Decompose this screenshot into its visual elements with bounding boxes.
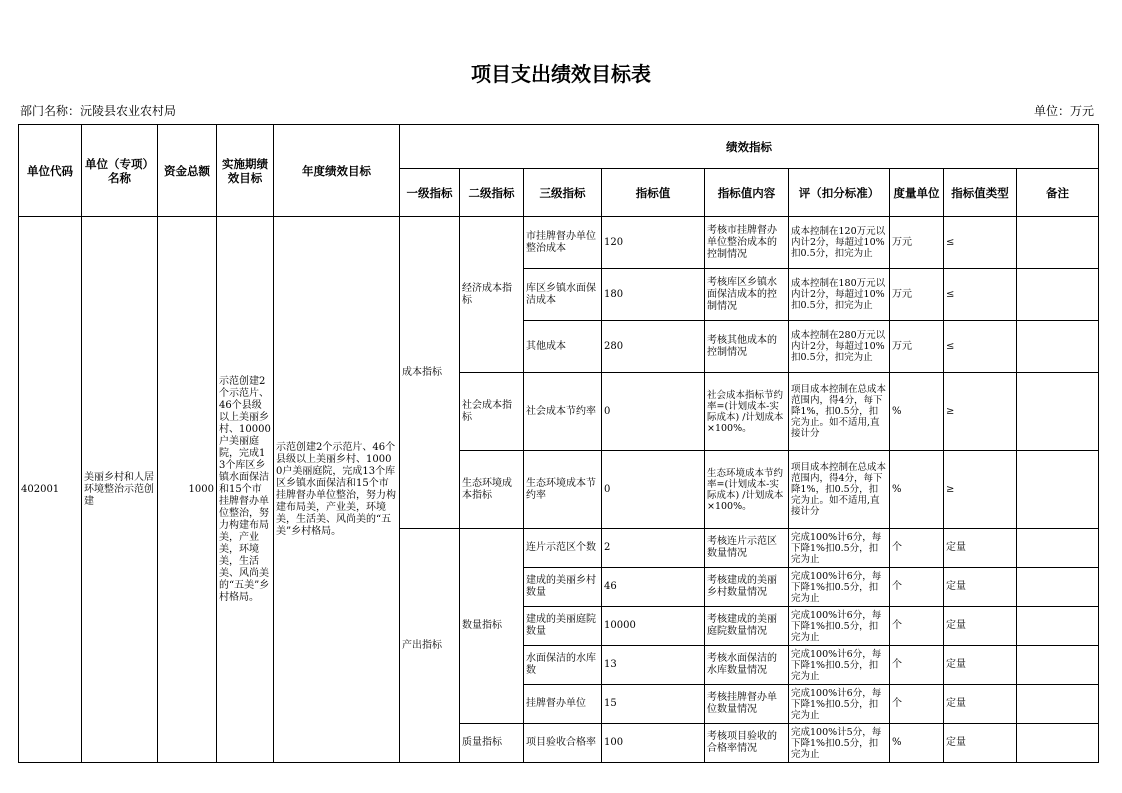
row-measure: 万元 xyxy=(890,321,944,373)
page-title: 项目支出绩效目标表 xyxy=(471,62,651,86)
row-measure: % xyxy=(890,373,944,451)
group-quantity: 数量指标 xyxy=(460,529,524,724)
header-total: 资金总额 xyxy=(158,125,217,217)
header-period-goal: 实施期绩效目标 xyxy=(217,125,274,217)
row-remark xyxy=(1017,607,1099,646)
row-score: 完成100%计6分，每下降1%扣0.5分，扣完为止 xyxy=(789,685,890,724)
row-content: 考核建成的美丽乡村数量情况 xyxy=(705,568,789,607)
row-level3: 建成的美丽乡村数量 xyxy=(524,568,602,607)
row-score: 项目成本控制在总成本范围内，得4分，每下降1%，扣0.5分，扣完为止。如不适用,直接计分 xyxy=(789,451,890,529)
row-remark xyxy=(1017,568,1099,607)
row-score: 完成100%计5分，每下降1%扣0.5分，扣完为止 xyxy=(789,724,890,763)
performance-table xyxy=(18,124,1099,763)
header-remark: 备注 xyxy=(1017,169,1099,217)
header-value: 指标值 xyxy=(602,169,705,217)
row-remark xyxy=(1017,321,1099,373)
header-level2: 二级指标 xyxy=(460,169,524,217)
row-measure: % xyxy=(890,724,944,763)
row-type: ≥ xyxy=(944,451,1017,529)
header-level3: 三级指标 xyxy=(524,169,602,217)
project-name: 美丽乡村和人居环境整治示范创建 xyxy=(82,217,158,763)
row-remark xyxy=(1017,217,1099,269)
row-level3: 市挂牌督办单位整治成本 xyxy=(524,217,602,269)
row-score: 完成100%计6分，每下降1%扣0.5分，扣完为止 xyxy=(789,568,890,607)
row-value: 15 xyxy=(602,685,705,724)
row-remark xyxy=(1017,685,1099,724)
row-score: 成本控制在280万元以内计2分，每超过10%扣0.5分，扣完为止 xyxy=(789,321,890,373)
row-type: 定量 xyxy=(944,724,1017,763)
row-content: 考核项目验收的合格率情况 xyxy=(705,724,789,763)
row-type: 定量 xyxy=(944,646,1017,685)
row-score: 完成100%计6分，每下降1%扣0.5分，扣完为止 xyxy=(789,529,890,568)
row-level3: 建成的美丽庭院数量 xyxy=(524,607,602,646)
header-code: 单位代码 xyxy=(19,125,82,217)
row-value: 10000 xyxy=(602,607,705,646)
row-content: 考核库区乡镇水面保洁成本的控制情况 xyxy=(705,269,789,321)
row-content: 考核其他成本的控制情况 xyxy=(705,321,789,373)
unit-label: 单位：万元 xyxy=(1033,104,1094,118)
row-level3: 其他成本 xyxy=(524,321,602,373)
row-content: 考核建成的美丽庭院数量情况 xyxy=(705,607,789,646)
row-value: 13 xyxy=(602,646,705,685)
row-content: 考核连片示范区数量情况 xyxy=(705,529,789,568)
row-type: ≥ xyxy=(944,373,1017,451)
row-level3: 连片示范区个数 xyxy=(524,529,602,568)
project-total: 1000 xyxy=(158,217,217,763)
row-score: 项目成本控制在总成本范围内，得4分，每下降1%，扣0.5分，扣完为止。如不适用,直接计分 xyxy=(789,373,890,451)
header-name: 单位（专项）名称 xyxy=(82,125,158,217)
group-quality: 质量指标 xyxy=(460,724,524,763)
row-measure: % xyxy=(890,451,944,529)
group-social: 社会成本指标 xyxy=(460,373,524,451)
project-period-goal: 示范创建2个示范片、46个县级以上美丽乡村、10000户美丽庭院，完成13个库区乡镇水面保洁和15个市挂牌督办单位整治，努力构建布局美，产业美，环境美，生活美、风尚美的“五美”乡村格局。 xyxy=(217,217,274,763)
row-type: ≤ xyxy=(944,217,1017,269)
row-level3: 社会成本节约率 xyxy=(524,373,602,451)
row-measure: 万元 xyxy=(890,217,944,269)
row-score: 完成100%计6分，每下降1%扣0.5分，扣完为止 xyxy=(789,646,890,685)
row-measure: 个 xyxy=(890,607,944,646)
row-content: 社会成本指标节约率=(计划成本-实际成本) /计划成本×100%。 xyxy=(705,373,789,451)
row-value: 100 xyxy=(602,724,705,763)
row-type: 定量 xyxy=(944,529,1017,568)
group-cost: 成本指标 xyxy=(400,217,460,529)
row-remark xyxy=(1017,529,1099,568)
row-score: 成本控制在120万元以内计2分，每超过10%扣0.5分，扣完为止 xyxy=(789,217,890,269)
row-type: 定量 xyxy=(944,607,1017,646)
row-measure: 个 xyxy=(890,568,944,607)
row-value: 180 xyxy=(602,269,705,321)
header-measure: 度量单位 xyxy=(890,169,944,217)
row-remark xyxy=(1017,373,1099,451)
row-remark xyxy=(1017,269,1099,321)
row-score: 完成100%计6分，每下降1%扣0.5分，扣完为止 xyxy=(789,607,890,646)
row-score: 成本控制在180万元以内计2分，每超过10%扣0.5分，扣完为止 xyxy=(789,269,890,321)
row-remark xyxy=(1017,724,1099,763)
row-measure: 个 xyxy=(890,685,944,724)
header-content: 指标值内容 xyxy=(705,169,789,217)
row-level3: 生态环境成本节约率 xyxy=(524,451,602,529)
row-level3: 库区乡镇水面保洁成本 xyxy=(524,269,602,321)
row-level3: 水面保洁的水库数 xyxy=(524,646,602,685)
row-type: ≤ xyxy=(944,321,1017,373)
row-type: ≤ xyxy=(944,269,1017,321)
header-annual-goal: 年度绩效目标 xyxy=(274,125,400,217)
header-score: 评（扣分标准） xyxy=(789,169,890,217)
row-remark xyxy=(1017,646,1099,685)
row-remark xyxy=(1017,451,1099,529)
row-content: 考核水面保洁的水库数量情况 xyxy=(705,646,789,685)
group-output: 产出指标 xyxy=(400,529,460,763)
row-content: 考核市挂牌督办单位整治成本的控制情况 xyxy=(705,217,789,269)
row-value: 0 xyxy=(602,373,705,451)
row-type: 定量 xyxy=(944,685,1017,724)
header-level1: 一级指标 xyxy=(400,169,460,217)
group-economic: 经济成本指标 xyxy=(460,217,524,373)
row-value: 2 xyxy=(602,529,705,568)
row-type: 定量 xyxy=(944,568,1017,607)
project-annual-goal: 示范创建2个示范片、46个县级以上美丽乡村、10000户美丽庭院，完成13个库区乡镇水面保洁和15个市挂牌督办单位整治，努力构建布局美，产业美，环境美，生活美、风尚美的“五美”乡村格局。 xyxy=(274,217,400,763)
row-value: 0 xyxy=(602,451,705,529)
row-measure: 个 xyxy=(890,529,944,568)
row-level3: 挂牌督办单位 xyxy=(524,685,602,724)
row-content: 考核挂牌督办单位数量情况 xyxy=(705,685,789,724)
department-label: 部门名称：沅陵县农业农村局 xyxy=(20,104,177,118)
row-value: 46 xyxy=(602,568,705,607)
header-type: 指标值类型 xyxy=(944,169,1017,217)
row-value: 120 xyxy=(602,217,705,269)
row-content: 生态环境成本节约率=(计划成本-实际成本) /计划成本×100%。 xyxy=(705,451,789,529)
row-value: 280 xyxy=(602,321,705,373)
project-code: 402001 xyxy=(19,217,82,763)
group-eco: 生态环境成本指标 xyxy=(460,451,524,529)
row-measure: 个 xyxy=(890,646,944,685)
row-level3: 项目验收合格率 xyxy=(524,724,602,763)
row-measure: 万元 xyxy=(890,269,944,321)
header-indicators: 绩效指标 xyxy=(400,125,1099,169)
